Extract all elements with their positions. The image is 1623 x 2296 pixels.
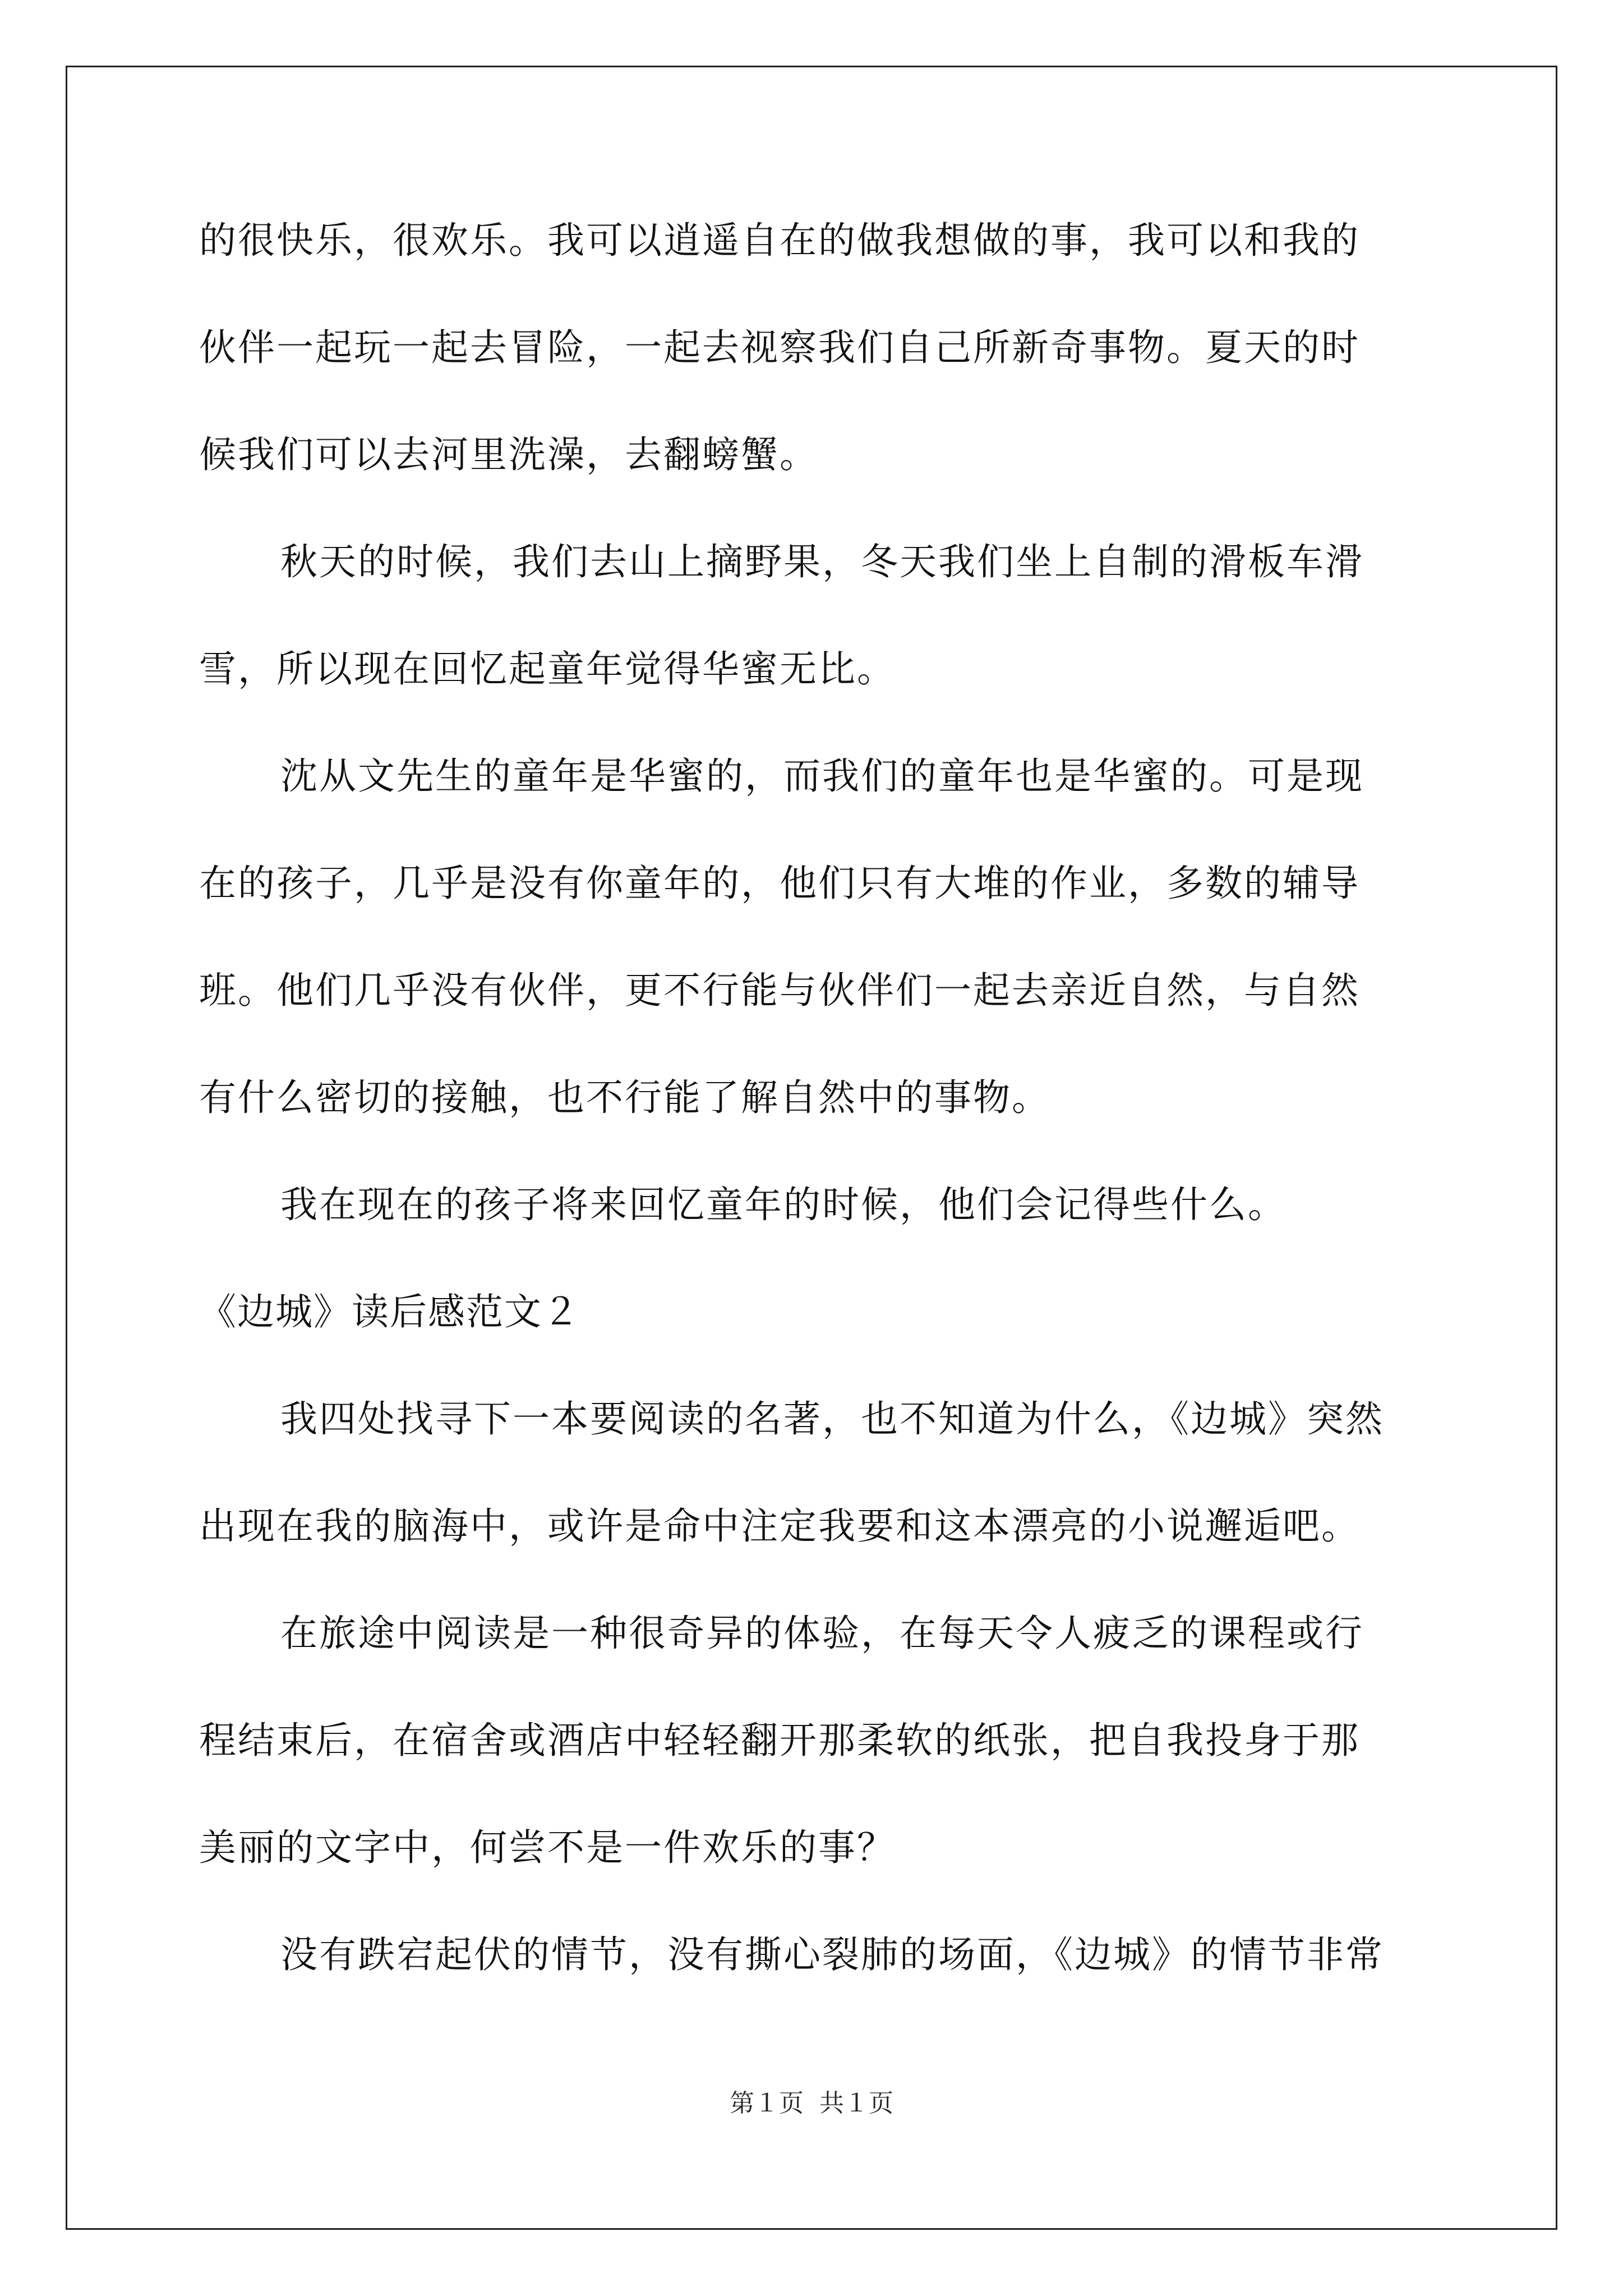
text-line: 有什么密切的接触，也不行能了解自然中的事物。	[199, 1076, 1050, 1119]
text-line: 美丽的文字中，何尝不是一件欢乐的事？	[199, 1826, 896, 1869]
paragraph-start-line: 沈从文先生的童年是华蜜的，而我们的童年也是华蜜的。可是现	[280, 754, 1364, 798]
text-line: 候我们可以去河里洗澡，去翻螃蟹。	[199, 433, 818, 476]
text-line: 的很快乐，很欢乐。我可以逍遥自在的做我想做的事，我可以和我的	[199, 219, 1360, 262]
paragraph-start-line: 没有跌宕起伏的情节，没有撕心裂肺的场面，《边城》的情节非常	[280, 1933, 1384, 1976]
page-total: 共１页	[819, 2089, 893, 2118]
text-line: 班。他们几乎没有伙伴，更不行能与伙伴们一起去亲近自然，与自然	[199, 969, 1360, 1012]
paragraph-start-line: 秋天的时候，我们去山上摘野果，冬天我们坐上自制的滑板车滑	[280, 540, 1364, 583]
paragraph-start-line: 在旅途中阅读是一种很奇异的体验，在每天令人疲乏的课程或行	[280, 1612, 1364, 1655]
text-line: 雪，所以现在回忆起童年觉得华蜜无比。	[199, 647, 896, 691]
page-number: 第１页	[730, 2089, 804, 2118]
section-heading: 《边城》读后感范文２	[199, 1290, 580, 1333]
document-body	[199, 208, 1422, 2029]
paragraph-start-line: 我在现在的孩子将来回忆童年的时候，他们会记得些什么。	[280, 1183, 1287, 1226]
text-line: 出现在我的脑海中，或许是命中注定我要和这本漂亮的小说邂逅吧。	[199, 1504, 1360, 1548]
text-line: 程结束后，在宿舍或酒店中轻轻翻开那柔软的纸张，把自我投身于那	[199, 1719, 1360, 1762]
paragraph-start-line: 我四处找寻下一本要阅读的名著，也不知道为什么，《边城》突然	[280, 1397, 1384, 1441]
page-footer	[0, 2087, 1623, 2120]
text-line: 在的孩子，几乎是没有你童年的，他们只有大堆的作业，多数的辅导	[199, 862, 1360, 905]
text-line: 伙伴一起玩一起去冒险，一起去视察我们自己所新奇事物。夏天的时	[199, 326, 1360, 369]
